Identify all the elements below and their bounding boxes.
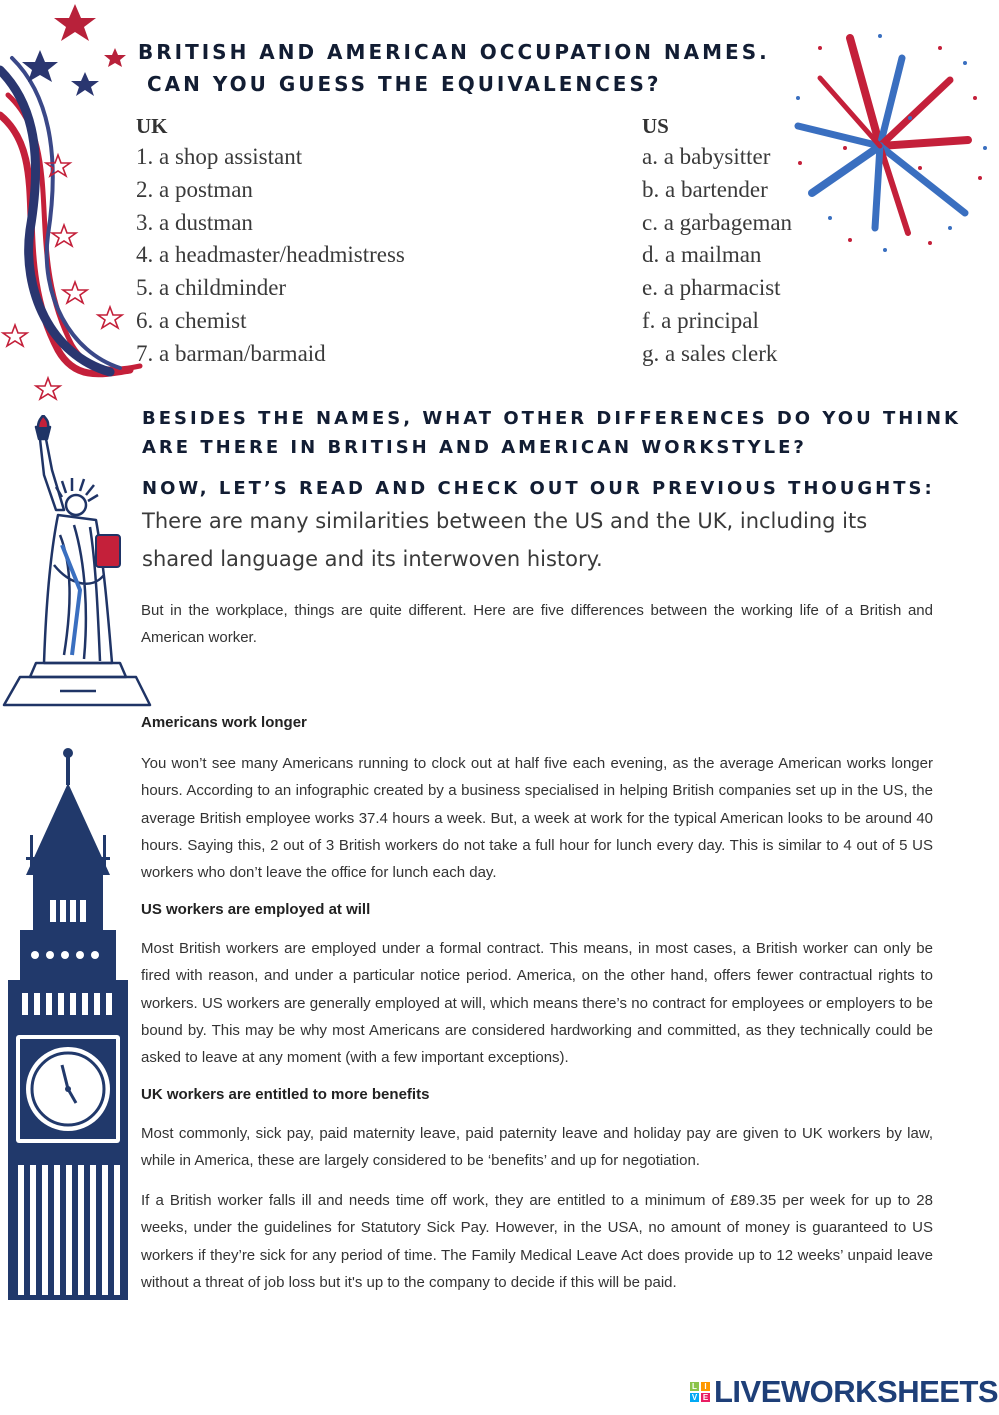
uk-item: 4. a headmaster/headmistress <box>136 242 405 268</box>
badge-letter: I <box>701 1382 710 1391</box>
read-prompt: NOW, LET’S READ AND CHECK OUT OUR PREVIOUS THOUGHTS: <box>142 478 935 499</box>
uk-item: 6. a chemist <box>136 307 247 333</box>
liveworksheets-badge-icon <box>690 1382 710 1402</box>
intro-paragraph: But in the workplace, things are quite different. Here are five differences between the working life of a British and American worker. <box>141 602 933 647</box>
section-title: US workers are employed at will <box>141 900 371 918</box>
us-item: b. a bartender <box>642 176 768 202</box>
badge-letter: E <box>702 1393 709 1402</box>
statue-of-liberty-icon <box>0 415 160 710</box>
worksheet-title-line-2: CAN YOU GUESS THE EQUIVALENCES? <box>147 72 662 96</box>
worksheet-title-line-1: BRITISH AND AMERICAN OCCUPATION NAMES. <box>138 40 770 64</box>
badge-letter: V <box>691 1393 698 1402</box>
liveworksheets-logo <box>690 1374 998 1410</box>
us-occupation-list <box>642 141 792 371</box>
uk-occupation-list <box>136 141 405 371</box>
us-item: a. a babysitter <box>642 144 771 169</box>
clock-face-icon <box>20 1039 116 1139</box>
us-item: f. a principal <box>642 307 759 333</box>
question-line-1: BESIDES THE NAMES, WHAT OTHER DIFFERENCES DO YOU THINK <box>142 408 962 429</box>
section-paragraph: Most commonly, sick pay, paid maternity leave, paid paternity leave and holiday pay are given to UK workers by law, while in America, these are largely considered to be ‘benefits’ and up for negotiation. <box>141 1124 933 1170</box>
uk-column <box>136 114 405 371</box>
uk-item: 7. a barman/barmaid <box>136 340 326 366</box>
uk-item: 3. a dustman <box>136 209 253 235</box>
star-icon <box>71 72 99 96</box>
section-paragraph: Most British workers are employed under a formal contract. This means, in most cases, a British worker can only be fired with reason, and under a particular notice period. America, on the other hand, offers fewer contractual rights to workers. US workers are generally employed at will, which means there’s no contract for employees or employers to be bound by. This may be why most Americans are considered hardworking and committed, as they technically could be asked to leave at any moment (with a few important exceptions). <box>141 939 933 1067</box>
uk-item: 1. a shop assistant <box>136 144 303 169</box>
question-line-2: ARE THERE IN BRITISH AND AMERICAN WORKSTYLE? <box>142 437 807 458</box>
us-item: c. a garbageman <box>642 209 793 235</box>
section-paragraph: If a British worker falls ill and needs time off work, they are entitled to a minimum of £89.35 per week for up to 28 weeks, under the guidelines for Statutory Sick Pay. However, in the USA, no amount of money is guaranteed to US workers if they’re sick for any period of time. The Family Medical Leave Act does provide up to 12 weeks’ unpaid leave without a threat of job loss but it's up to the company to decide if this will be paid. <box>141 1191 933 1291</box>
fireworks-decoration <box>790 28 990 258</box>
big-ben-icon <box>0 745 135 1300</box>
uk-item: 2. a postman <box>136 176 253 202</box>
us-heading: US <box>642 114 669 138</box>
article-body <box>141 597 933 1296</box>
us-column <box>642 114 792 371</box>
star-icon <box>54 4 96 41</box>
star-icon <box>104 48 126 67</box>
liveworksheets-wordmark: LIVEWORKSHEETS <box>714 1374 999 1409</box>
uk-item: 5. a childminder <box>136 275 287 301</box>
section-paragraph: You won’t see many Americans running to clock out at half five each evening, as the average American works longer hours. According to an infographic created by a business specialised in helping British companies set up in the US, the average British employee works 37.4 hours a week. But, a week at work for the typical American looks to be around 40 hours. Saying this, 2 out of 3 British workers do not take a full hour for lunch every day. This is similar to 4 out of 5 US workers who don’t leave the office for lunch each day. <box>141 754 933 882</box>
section-title: Americans work longer <box>141 713 307 731</box>
us-item: d. a mailman <box>642 242 762 268</box>
section-title: UK workers are entitled to more benefits <box>141 1085 430 1103</box>
us-item: e. a pharmacist <box>642 275 781 301</box>
lead-paragraph: There are many similarities between the US and the UK, including its shared language and its interwoven history. <box>142 509 868 571</box>
badge-letter: L <box>690 1382 699 1391</box>
uk-heading: UK <box>136 114 168 138</box>
us-item: g. a sales clerk <box>642 340 778 366</box>
